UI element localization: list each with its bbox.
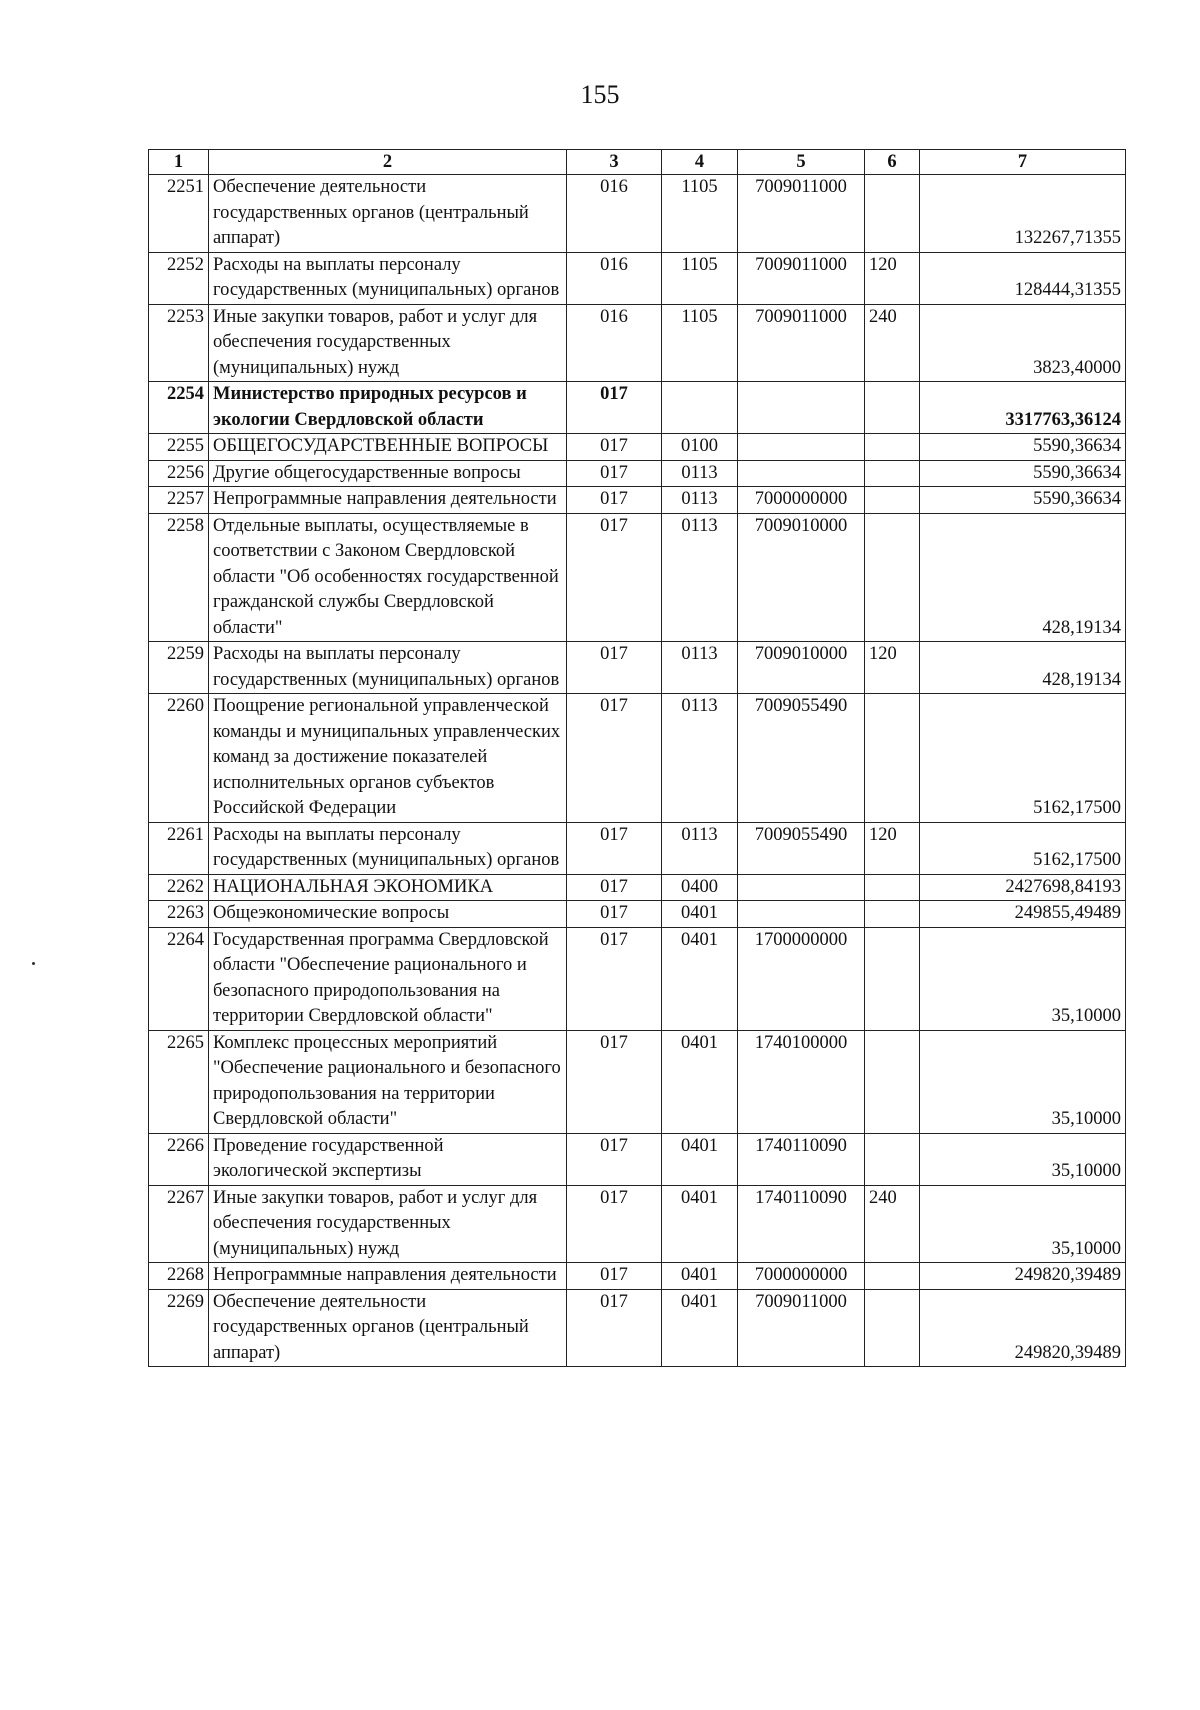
table-row bbox=[149, 901, 1126, 928]
row-name: Общеэкономические вопросы bbox=[209, 901, 567, 928]
row-number: 2256 bbox=[149, 460, 209, 487]
column-header: 1 bbox=[149, 150, 209, 175]
cell-amount: 5162,17500 bbox=[920, 822, 1126, 874]
cell-amount: 428,19134 bbox=[920, 642, 1126, 694]
cell-amount: 132267,71355 bbox=[920, 175, 1126, 253]
cell-section-code: 1105 bbox=[662, 175, 738, 253]
cell-target-code: 7009011000 bbox=[738, 175, 865, 253]
cell-target-code bbox=[738, 460, 865, 487]
cell-target-code: 1740100000 bbox=[738, 1030, 865, 1133]
cell-expense-type bbox=[865, 901, 920, 928]
row-name: ОБЩЕГОСУДАРСТВЕННЫЕ ВОПРОСЫ bbox=[209, 434, 567, 461]
table-row bbox=[149, 460, 1126, 487]
cell-section-code: 0113 bbox=[662, 694, 738, 823]
row-name: НАЦИОНАЛЬНАЯ ЭКОНОМИКА bbox=[209, 874, 567, 901]
table-row bbox=[149, 1133, 1126, 1185]
column-header: 7 bbox=[920, 150, 1126, 175]
table-row bbox=[149, 1185, 1126, 1263]
cell-target-code: 7009011000 bbox=[738, 252, 865, 304]
cell-section-code: 0400 bbox=[662, 874, 738, 901]
cell-ministry-code: 017 bbox=[567, 822, 662, 874]
table-body bbox=[149, 175, 1126, 1367]
cell-ministry-code: 017 bbox=[567, 513, 662, 642]
table-row bbox=[149, 642, 1126, 694]
column-header: 5 bbox=[738, 150, 865, 175]
cell-section-code: 0113 bbox=[662, 487, 738, 514]
cell-amount: 3317763,36124 bbox=[920, 382, 1126, 434]
cell-section-code bbox=[662, 382, 738, 434]
table-row bbox=[149, 1030, 1126, 1133]
cell-amount: 249855,49489 bbox=[920, 901, 1126, 928]
cell-expense-type: 240 bbox=[865, 1185, 920, 1263]
cell-target-code: 7000000000 bbox=[738, 1263, 865, 1290]
table-row bbox=[149, 175, 1126, 253]
column-header: 4 bbox=[662, 150, 738, 175]
row-number: 2257 bbox=[149, 487, 209, 514]
cell-target-code: 7009011000 bbox=[738, 1289, 865, 1367]
table-row bbox=[149, 487, 1126, 514]
cell-amount: 5590,36634 bbox=[920, 434, 1126, 461]
row-name: Непрограммные направления деятельности bbox=[209, 1263, 567, 1290]
row-number: 2267 bbox=[149, 1185, 209, 1263]
cell-expense-type bbox=[865, 175, 920, 253]
cell-amount: 35,10000 bbox=[920, 1185, 1126, 1263]
cell-ministry-code: 017 bbox=[567, 1133, 662, 1185]
table-row bbox=[149, 927, 1126, 1030]
row-number: 2262 bbox=[149, 874, 209, 901]
table-row bbox=[149, 874, 1126, 901]
cell-section-code: 1105 bbox=[662, 304, 738, 382]
cell-target-code: 7009010000 bbox=[738, 642, 865, 694]
cell-amount: 428,19134 bbox=[920, 513, 1126, 642]
row-name: Отдельные выплаты, осуществляемые в соответствии с Законом Свердловской области "Об особенностях государственной гражданской службы Свердловской области" bbox=[209, 513, 567, 642]
table-row bbox=[149, 382, 1126, 434]
cell-amount: 249820,39489 bbox=[920, 1263, 1126, 1290]
cell-ministry-code: 017 bbox=[567, 487, 662, 514]
cell-amount: 128444,31355 bbox=[920, 252, 1126, 304]
cell-ministry-code: 017 bbox=[567, 901, 662, 928]
cell-expense-type bbox=[865, 1030, 920, 1133]
cell-amount: 35,10000 bbox=[920, 1030, 1126, 1133]
cell-ministry-code: 016 bbox=[567, 252, 662, 304]
cell-target-code bbox=[738, 434, 865, 461]
cell-section-code: 0113 bbox=[662, 642, 738, 694]
row-number: 2268 bbox=[149, 1263, 209, 1290]
row-number: 2252 bbox=[149, 252, 209, 304]
cell-expense-type bbox=[865, 694, 920, 823]
row-number: 2261 bbox=[149, 822, 209, 874]
table-row bbox=[149, 1289, 1126, 1367]
cell-ministry-code: 016 bbox=[567, 304, 662, 382]
cell-expense-type: 240 bbox=[865, 304, 920, 382]
row-number: 2259 bbox=[149, 642, 209, 694]
cell-target-code: 7009010000 bbox=[738, 513, 865, 642]
cell-ministry-code: 017 bbox=[567, 874, 662, 901]
row-name: Комплекс процессных мероприятий "Обеспечение рационального и безопасного природопользования на территории Свердловской области" bbox=[209, 1030, 567, 1133]
cell-ministry-code: 017 bbox=[567, 382, 662, 434]
cell-expense-type bbox=[865, 927, 920, 1030]
cell-expense-type bbox=[865, 513, 920, 642]
cell-target-code: 1740110090 bbox=[738, 1133, 865, 1185]
cell-expense-type bbox=[865, 487, 920, 514]
table-row bbox=[149, 513, 1126, 642]
row-name: Обеспечение деятельности государственных органов (центральный аппарат) bbox=[209, 175, 567, 253]
cell-ministry-code: 017 bbox=[567, 642, 662, 694]
row-number: 2265 bbox=[149, 1030, 209, 1133]
row-name: Другие общегосударственные вопросы bbox=[209, 460, 567, 487]
row-name: Непрограммные направления деятельности bbox=[209, 487, 567, 514]
page-number: 155 bbox=[580, 80, 620, 109]
header-row bbox=[149, 150, 1126, 175]
row-number: 2255 bbox=[149, 434, 209, 461]
cell-ministry-code: 017 bbox=[567, 460, 662, 487]
row-name: Государственная программа Свердловской области "Обеспечение рационального и безопасного природопользования на территории Свердловской области" bbox=[209, 927, 567, 1030]
cell-amount: 5590,36634 bbox=[920, 487, 1126, 514]
cell-target-code: 1740110090 bbox=[738, 1185, 865, 1263]
row-name: Расходы на выплаты персоналу государственных (муниципальных) органов bbox=[209, 822, 567, 874]
cell-section-code: 0113 bbox=[662, 460, 738, 487]
cell-expense-type bbox=[865, 434, 920, 461]
cell-amount: 3823,40000 bbox=[920, 304, 1126, 382]
row-name: Расходы на выплаты персоналу государственных (муниципальных) органов bbox=[209, 252, 567, 304]
cell-section-code: 0401 bbox=[662, 1289, 738, 1367]
cell-expense-type bbox=[865, 382, 920, 434]
row-name: Поощрение региональной управленческой команды и муниципальных управленческих команд за достижение показателей исполнительных органов субъектов Российской Федерации bbox=[209, 694, 567, 823]
cell-section-code: 1105 bbox=[662, 252, 738, 304]
cell-amount: 5590,36634 bbox=[920, 460, 1126, 487]
row-number: 2251 bbox=[149, 175, 209, 253]
cell-target-code: 7009011000 bbox=[738, 304, 865, 382]
cell-target-code: 1700000000 bbox=[738, 927, 865, 1030]
budget-table bbox=[148, 149, 1126, 1367]
row-number: 2263 bbox=[149, 901, 209, 928]
column-header: 3 bbox=[567, 150, 662, 175]
cell-amount: 35,10000 bbox=[920, 1133, 1126, 1185]
row-number: 2254 bbox=[149, 382, 209, 434]
cell-ministry-code: 017 bbox=[567, 927, 662, 1030]
cell-target-code bbox=[738, 901, 865, 928]
cell-section-code: 0401 bbox=[662, 1263, 738, 1290]
row-number: 2266 bbox=[149, 1133, 209, 1185]
cell-target-code: 7000000000 bbox=[738, 487, 865, 514]
cell-ministry-code: 016 bbox=[567, 175, 662, 253]
cell-target-code bbox=[738, 874, 865, 901]
cell-section-code: 0401 bbox=[662, 1185, 738, 1263]
cell-section-code: 0401 bbox=[662, 1030, 738, 1133]
table-row bbox=[149, 252, 1126, 304]
cell-ministry-code: 017 bbox=[567, 694, 662, 823]
row-number: 2253 bbox=[149, 304, 209, 382]
cell-ministry-code: 017 bbox=[567, 1185, 662, 1263]
column-header: 2 bbox=[209, 150, 567, 175]
table-row bbox=[149, 694, 1126, 823]
cell-amount: 249820,39489 bbox=[920, 1289, 1126, 1367]
cell-expense-type bbox=[865, 460, 920, 487]
row-name: Министерство природных ресурсов и экологии Свердловской области bbox=[209, 382, 567, 434]
cell-section-code: 0401 bbox=[662, 927, 738, 1030]
cell-expense-type bbox=[865, 1133, 920, 1185]
cell-ministry-code: 017 bbox=[567, 1263, 662, 1290]
row-name: Иные закупки товаров, работ и услуг для обеспечения государственных (муниципальных) нужд bbox=[209, 304, 567, 382]
cell-ministry-code: 017 bbox=[567, 434, 662, 461]
scan-speck bbox=[32, 962, 35, 965]
cell-section-code: 0113 bbox=[662, 822, 738, 874]
cell-expense-type bbox=[865, 1289, 920, 1367]
cell-ministry-code: 017 bbox=[567, 1289, 662, 1367]
cell-section-code: 0401 bbox=[662, 1133, 738, 1185]
cell-amount: 35,10000 bbox=[920, 927, 1126, 1030]
row-number: 2264 bbox=[149, 927, 209, 1030]
cell-expense-type bbox=[865, 874, 920, 901]
row-number: 2258 bbox=[149, 513, 209, 642]
row-number: 2269 bbox=[149, 1289, 209, 1367]
cell-amount: 5162,17500 bbox=[920, 694, 1126, 823]
cell-section-code: 0113 bbox=[662, 513, 738, 642]
cell-expense-type: 120 bbox=[865, 642, 920, 694]
cell-target-code bbox=[738, 382, 865, 434]
cell-target-code: 7009055490 bbox=[738, 822, 865, 874]
row-name: Проведение государственной экологической экспертизы bbox=[209, 1133, 567, 1185]
table-row bbox=[149, 304, 1126, 382]
cell-target-code: 7009055490 bbox=[738, 694, 865, 823]
table-row bbox=[149, 1263, 1126, 1290]
row-name: Расходы на выплаты персоналу государственных (муниципальных) органов bbox=[209, 642, 567, 694]
row-name: Обеспечение деятельности государственных органов (центральный аппарат) bbox=[209, 1289, 567, 1367]
cell-section-code: 0401 bbox=[662, 901, 738, 928]
cell-amount: 2427698,84193 bbox=[920, 874, 1126, 901]
cell-ministry-code: 017 bbox=[567, 1030, 662, 1133]
cell-section-code: 0100 bbox=[662, 434, 738, 461]
cell-expense-type bbox=[865, 1263, 920, 1290]
row-name: Иные закупки товаров, работ и услуг для обеспечения государственных (муниципальных) нужд bbox=[209, 1185, 567, 1263]
table-row bbox=[149, 434, 1126, 461]
table-row bbox=[149, 822, 1126, 874]
cell-expense-type: 120 bbox=[865, 822, 920, 874]
row-number: 2260 bbox=[149, 694, 209, 823]
column-header: 6 bbox=[865, 150, 920, 175]
cell-expense-type: 120 bbox=[865, 252, 920, 304]
